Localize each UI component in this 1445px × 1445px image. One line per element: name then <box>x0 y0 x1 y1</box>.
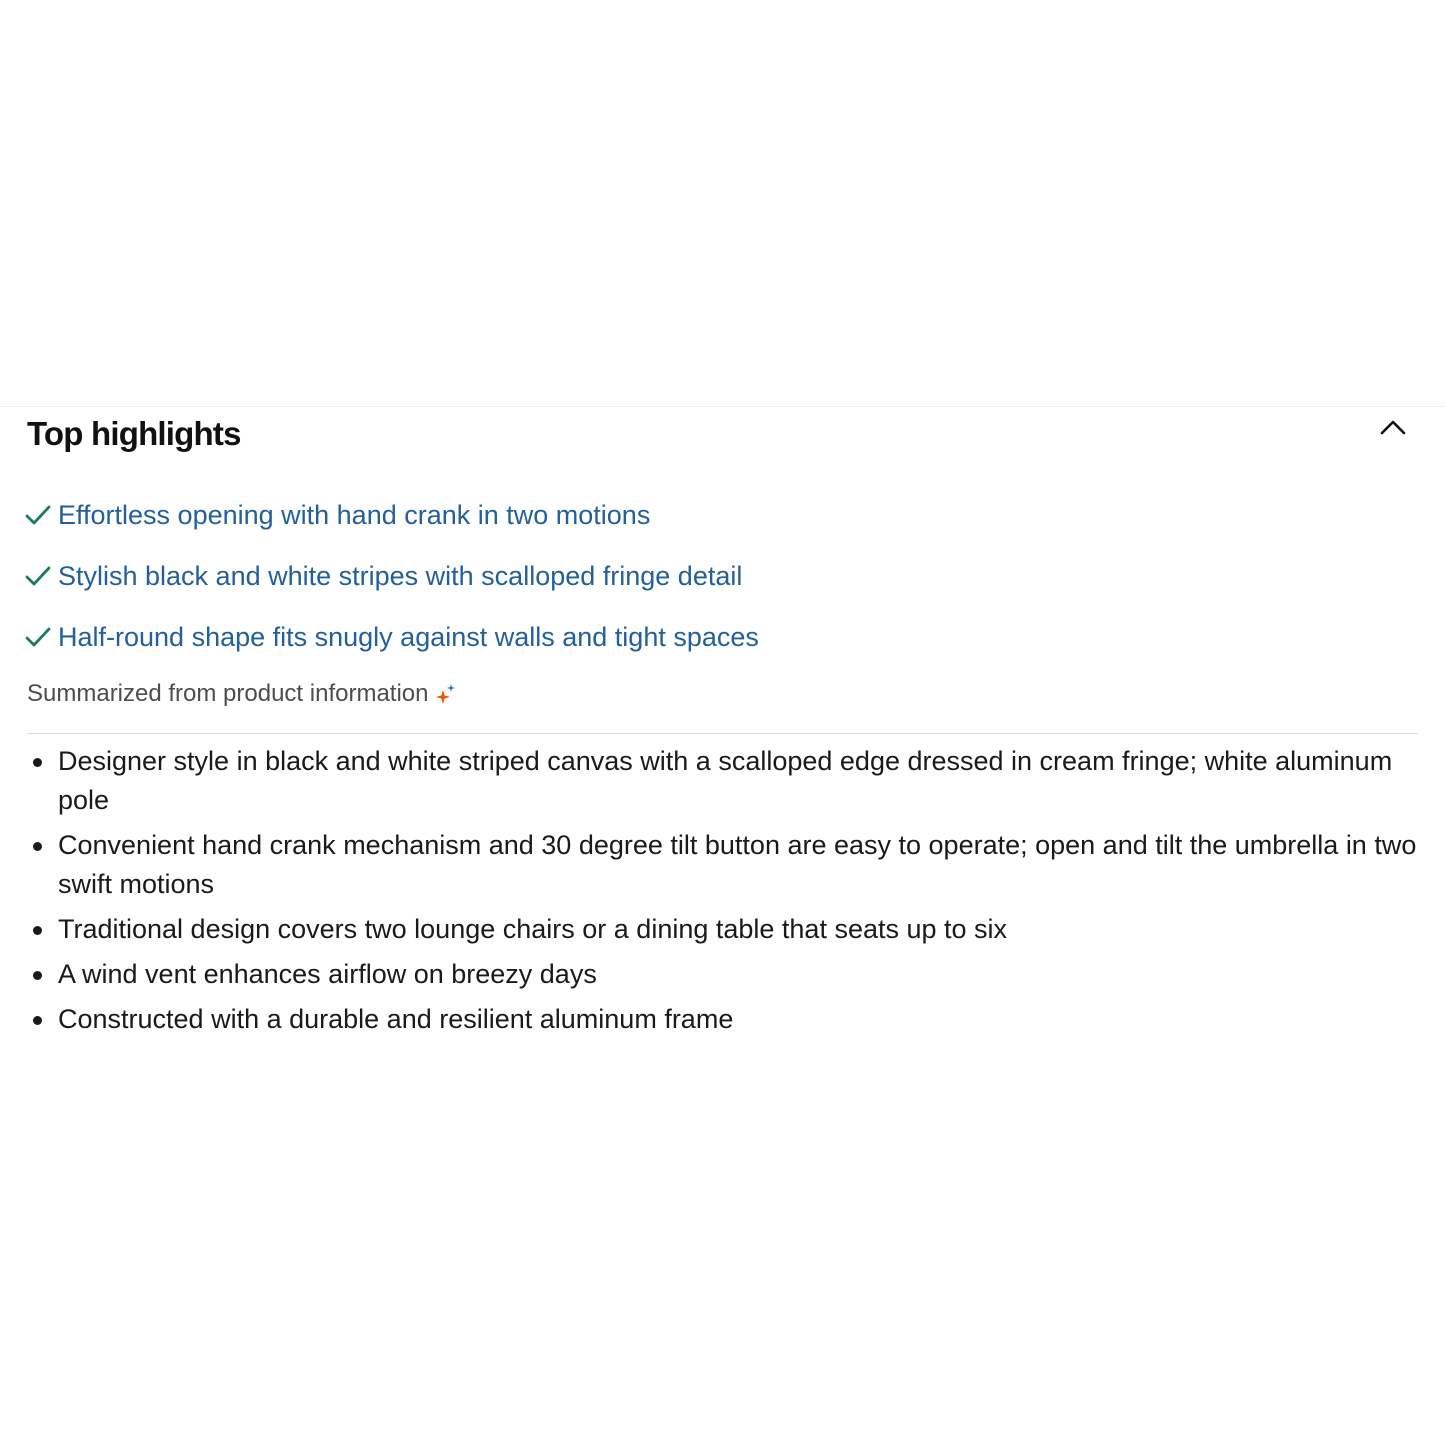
highlight-item <box>24 606 1418 667</box>
summary-note <box>27 677 1418 711</box>
section-top-divider <box>0 406 1445 407</box>
highlight-text: Half-round shape fits snugly against walls and tight spaces <box>58 621 759 652</box>
feature-bullet: Convenient hand crank mechanism and 30 degree tilt button are easy to operate; open and tilt the umbrella in two swift motions <box>58 826 1418 904</box>
collapse-button[interactable] <box>1378 412 1408 442</box>
feature-bullet-list <box>27 742 1418 1039</box>
check-icon <box>24 562 52 590</box>
check-icon <box>24 623 52 651</box>
highlight-text: Stylish black and white stripes with scalloped fringe detail <box>58 560 743 591</box>
highlight-text: Effortless opening with hand crank in two motions <box>58 499 651 530</box>
summary-text: Summarized from product information <box>27 680 429 707</box>
section-header <box>27 408 1418 460</box>
feature-bullet: Traditional design covers two lounge chairs or a dining table that seats up to six <box>58 910 1418 949</box>
check-icon <box>24 501 52 529</box>
top-highlights-section <box>27 408 1418 1045</box>
section-title: Top highlights <box>27 415 241 452</box>
chevron-up-icon <box>1380 419 1406 435</box>
feature-bullet: A wind vent enhances airflow on breezy days <box>58 955 1418 994</box>
feature-bullet: Constructed with a durable and resilient aluminum frame <box>58 1000 1418 1039</box>
highlight-item <box>24 484 1418 545</box>
highlight-item <box>24 545 1418 606</box>
highlights-list <box>24 484 1418 667</box>
section-divider <box>27 733 1418 734</box>
feature-bullet: Designer style in black and white striped canvas with a scalloped edge dressed in cream fringe; white aluminum pole <box>58 742 1418 820</box>
sparkle-icon <box>434 682 458 706</box>
